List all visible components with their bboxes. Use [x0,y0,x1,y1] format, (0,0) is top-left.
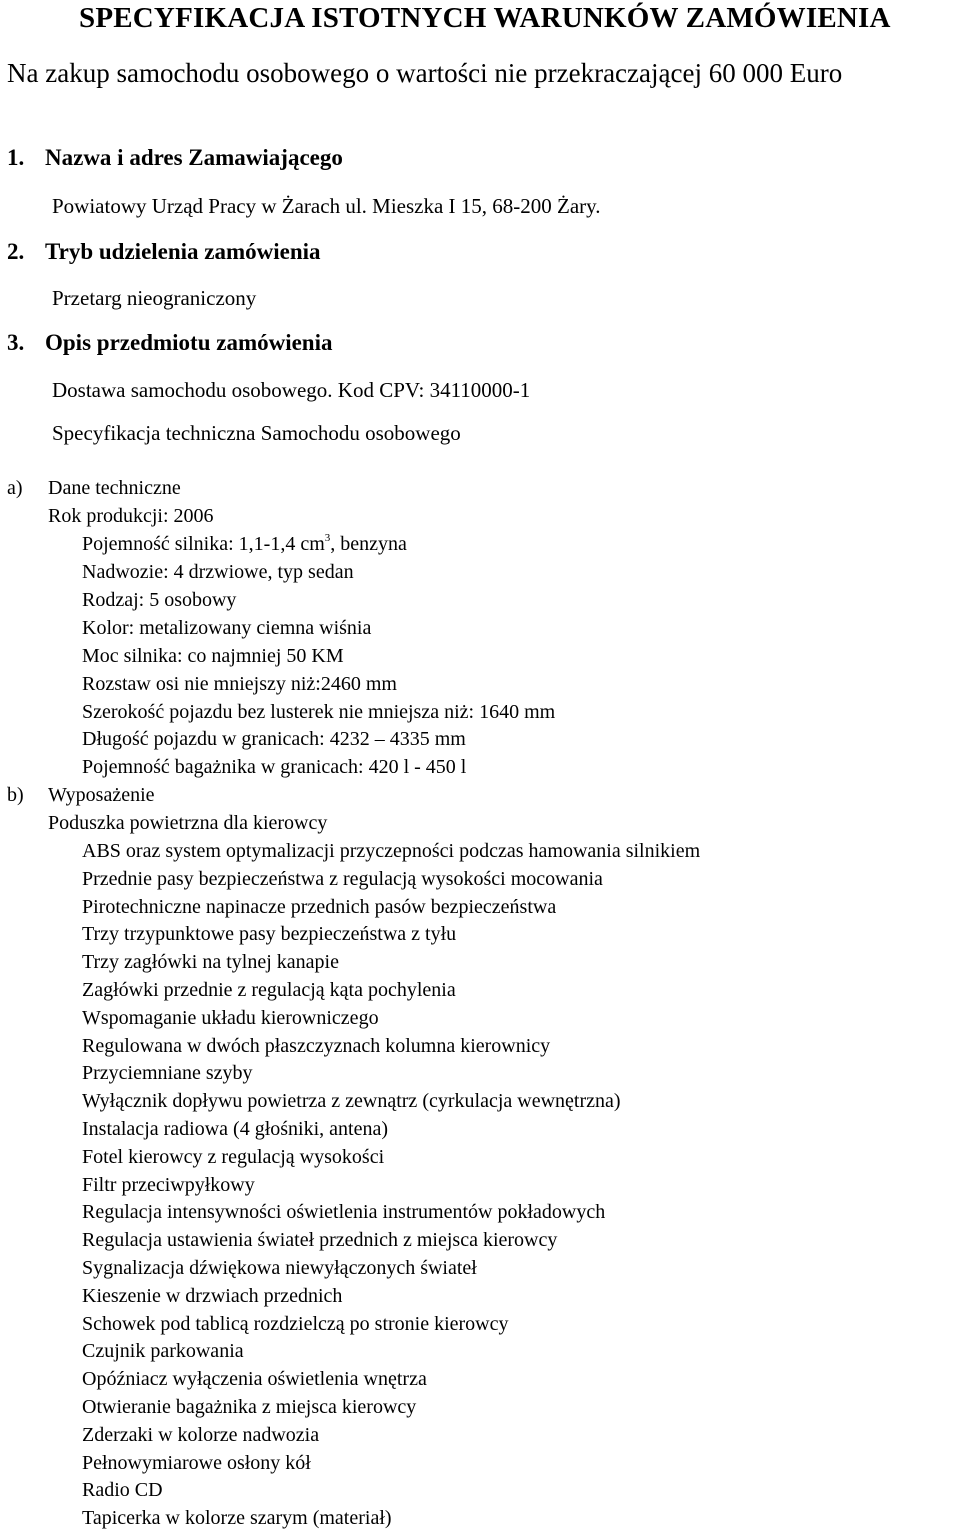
equipment-item: Regulacja ustawienia świateł przednich z miejsca kierowcy [82,1229,558,1252]
tech-spec-item: Kolor: metalizowany ciemna wiśnia [82,616,372,639]
section-2-heading [7,239,321,265]
equipment-item: Wspomaganie układu kierowniczego [82,1006,379,1029]
tech-engine-superscript: 3 [324,532,331,544]
tech-engine-text: Pojemność silnika: 1,1-1,4 cm [82,533,325,555]
equipment-item: Fotel kierowcy z regulacją wysokości [82,1145,385,1168]
section-3-text: Dostawa samochodu osobowego. Kod CPV: 34110000-1 [52,378,531,402]
document-subtitle: Na zakup samochodu osobowego o wartości nie przekraczającej 60 000 Euro [7,58,843,88]
equipment-item: Czujnik parkowania [82,1340,244,1363]
equipment-item: Trzy zagłówki na tylnej kanapie [82,951,339,974]
tech-spec-item: Szerokość pojazdu bez lusterek nie mniejsza niż: 1640 mm [82,700,556,723]
tech-engine-fuel: , benzyna [330,533,407,555]
equipment-item: Kieszenie w drzwiach przednich [82,1284,343,1307]
equipment-item: Zderzaki w kolorze nadwozia [82,1423,320,1446]
equipment-heading: Wyposażenie [48,784,155,806]
tech-engine [82,530,407,558]
tech-year: Rok produkcji: 2006 [48,505,214,527]
equipment-item: Przednie pasy bezpieczeństwa z regulacją wysokości mocowania [82,867,603,890]
section-3-heading [7,330,333,356]
equipment-item: Wyłącznik dopływu powietrza z zewnątrz (cyrkulacja wewnętrzna) [82,1090,621,1113]
tech-spec-item: Rodzaj: 5 osobowy [82,588,237,611]
equipment-marker: b) [7,784,24,806]
tech-heading: Dane techniczne [48,477,181,499]
equipment-item: Filtr przeciwpyłkowy [82,1173,255,1196]
equipment-item: Radio CD [82,1479,163,1502]
section-heading-text: Opis przedmiotu zamówienia [45,330,333,355]
tech-spec-item: Moc silnika: co najmniej 50 KM [82,644,344,667]
equipment-item: Trzy trzypunktowe pasy bezpieczeństwa z tyłu [82,923,457,946]
document-title: SPECYFIKACJA ISTOTNYCH WARUNKÓW ZAMÓWIENIA [79,2,891,34]
section-heading-text: Tryb udzielenia zamówienia [45,239,321,264]
equipment-item: Regulacja intensywności oświetlenia instrumentów pokładowych [82,1201,606,1224]
equipment-item: Pełnowymiarowe osłony kół [82,1451,311,1474]
equipment-first-item: Poduszka powietrzna dla kierowcy [48,812,328,834]
section-2-text: Przetarg nieograniczony [52,286,257,310]
section-1-heading [7,145,343,171]
equipment-item: Pirotechniczne napinacze przednich pasów bezpieczeństwa [82,895,557,918]
equipment-item: ABS oraz system optymalizacji przyczepności podczas hamowania silnikiem [82,840,701,862]
tech-spec-item: Nadwozie: 4 drzwiowe, typ sedan [82,561,354,583]
equipment-item: Zagłówki przednie z regulacją kąta pochylenia [82,979,456,1001]
tech-spec-item: Pojemność bagażnika w granicach: 420 l - 450 l [82,756,467,779]
equipment-item: Sygnalizacja dźwiękowa niewyłączonych świateł [82,1257,477,1279]
section-number: 2. [7,239,25,264]
equipment-item: Opóźniacz wyłączenia oświetlenia wnętrza [82,1368,427,1391]
section-1-text: Powiatowy Urząd Pracy w Żarach ul. Mieszka I 15, 68-200 Żary. [52,194,601,218]
equipment-item: Otwieranie bagażnika z miejsca kierowcy [82,1396,417,1418]
equipment-item: Schowek pod tablicą rozdzielczą po stronie kierowcy [82,1312,509,1335]
equipment-item: Instalacja radiowa (4 głośniki, antena) [82,1118,388,1140]
section-heading-text: Nazwa i adres Zamawiającego [45,145,343,170]
section-number: 3. [7,330,25,355]
tech-spec-item: Długość pojazdu w granicach: 4232 – 4335 mm [82,728,466,751]
equipment-item: Regulowana w dwóch płaszczyznach kolumna kierownicy [82,1034,551,1057]
section-3-subtext: Specyfikacja techniczna Samochodu osobowego [52,421,461,445]
section-number: 1. [7,145,25,170]
equipment-item: Tapicerka w kolorze szarym (materiał) [82,1507,392,1530]
tech-spec-item: Rozstaw osi nie mniejszy niż:2460 mm [82,672,397,695]
equipment-item: Przyciemniane szyby [82,1062,253,1085]
tech-marker: a) [7,477,23,499]
